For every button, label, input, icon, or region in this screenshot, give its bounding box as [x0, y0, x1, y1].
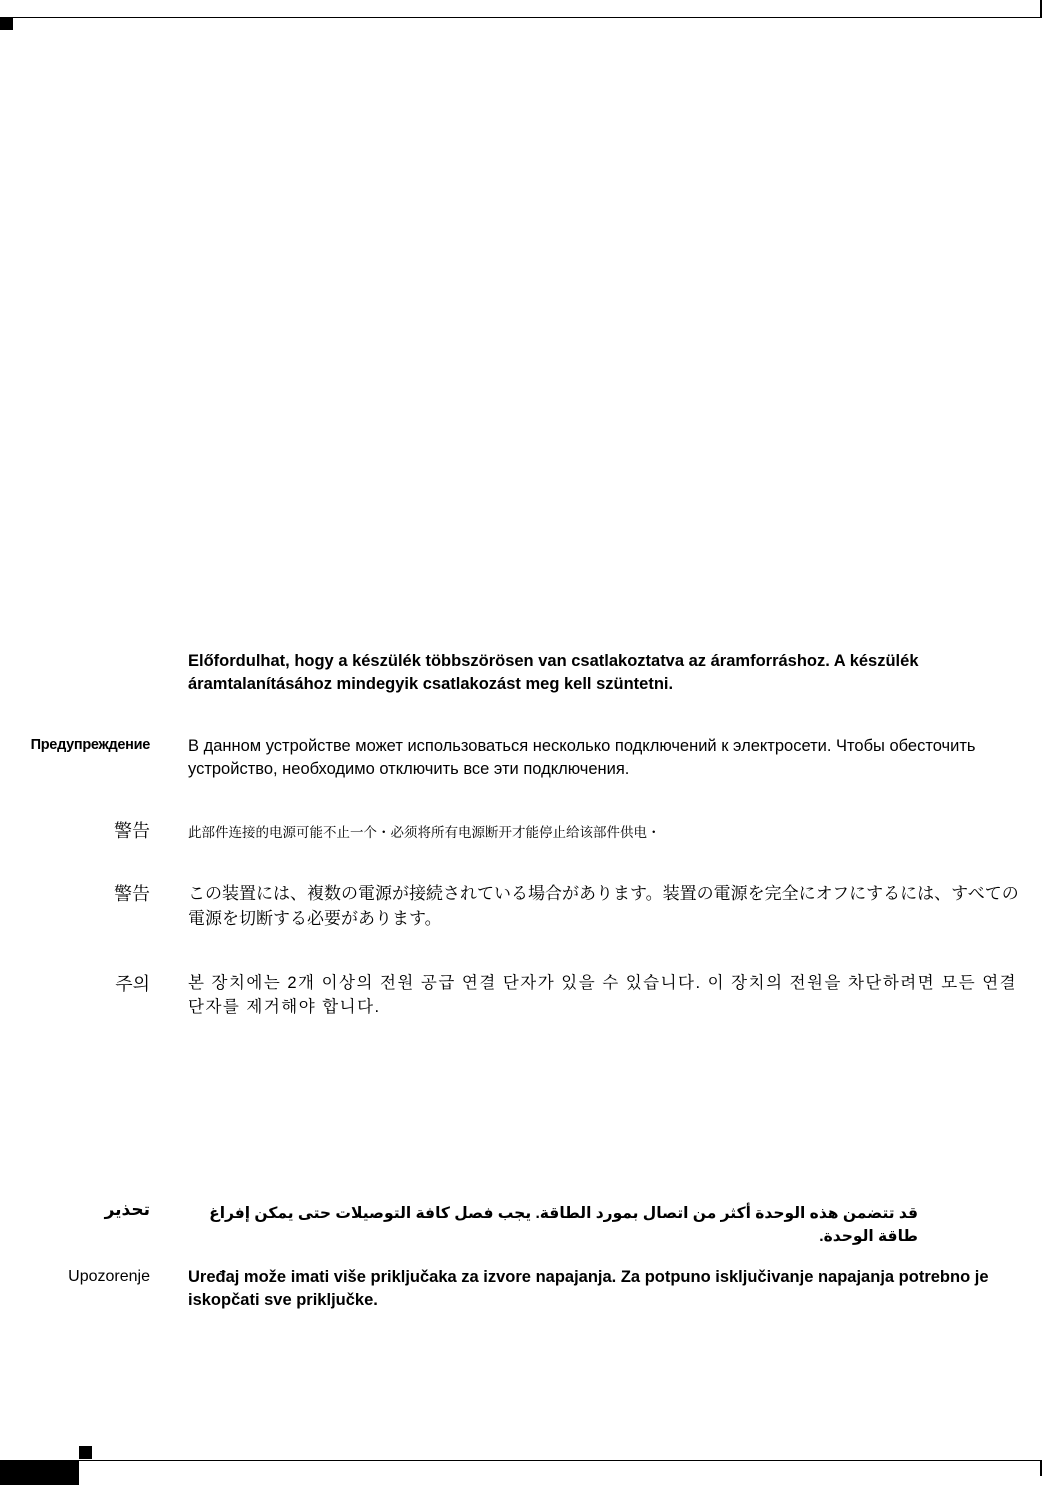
warning-label-russian: Предупреждение [30, 737, 150, 753]
warning-label-chinese: 警告 [114, 821, 150, 841]
warning-text-arabic: قد تتضمن هذه الوحدة أكثر من اتصال بمورد الطاقة. يجب فصل كافة التوصيلات حتى يمكن إفراغ طاقة الوحدة. [209, 1205, 918, 1245]
warning-label-japanese: 警告 [114, 884, 150, 904]
warning-text-russian: В данном устройстве может использоваться несколько подключений к электросети. Чтобы обесточить устройство, необходимо отключить все эти подключения. [188, 737, 976, 778]
warning-label-korean: 주의 [115, 974, 150, 994]
warning-label-croatian: Upozorenje [68, 1268, 150, 1285]
warning-text-croatian: Uređaj može imati više priključaka za izvore napajanja. Za potpuno isključivanje napajanja potrebno je iskopčati sve priključke. [188, 1268, 989, 1309]
bottom-corner-mark [79, 1446, 92, 1459]
warning-text-hungarian: Előfordulhat, hogy a készülék többszörösen van csatlakoztatva az áramforráshoz. A készülék áramtalanításához mindegyik csatlakozást meg kell szüntetni. [188, 652, 919, 693]
top-rule [0, 17, 1040, 18]
top-rule-tick [1040, 0, 1042, 18]
warning-text-chinese: 此部件连接的电源可能不止一个・必须将所有电源断开才能停止给该部件供电・ [188, 825, 661, 840]
bottom-rule-tick [1040, 1460, 1042, 1476]
warning-label-arabic: تحذير [104, 1200, 150, 1219]
page-footer-tab [0, 1461, 79, 1485]
warning-text-japanese: この装置には、複数の電源が接続されている場合があります。装置の電源を完全にオフにするには、すべての電源を切断する必要があります。 [188, 884, 1019, 928]
top-corner-mark [0, 18, 13, 30]
bottom-rule [0, 1460, 1040, 1461]
warning-text-korean: 본 장치에는 2개 이상의 전원 공급 연결 단자가 있을 수 있습니다. 이 장치의 전원을 차단하려면 모든 연결 단자를 제거해야 합니다. [188, 974, 1018, 1016]
